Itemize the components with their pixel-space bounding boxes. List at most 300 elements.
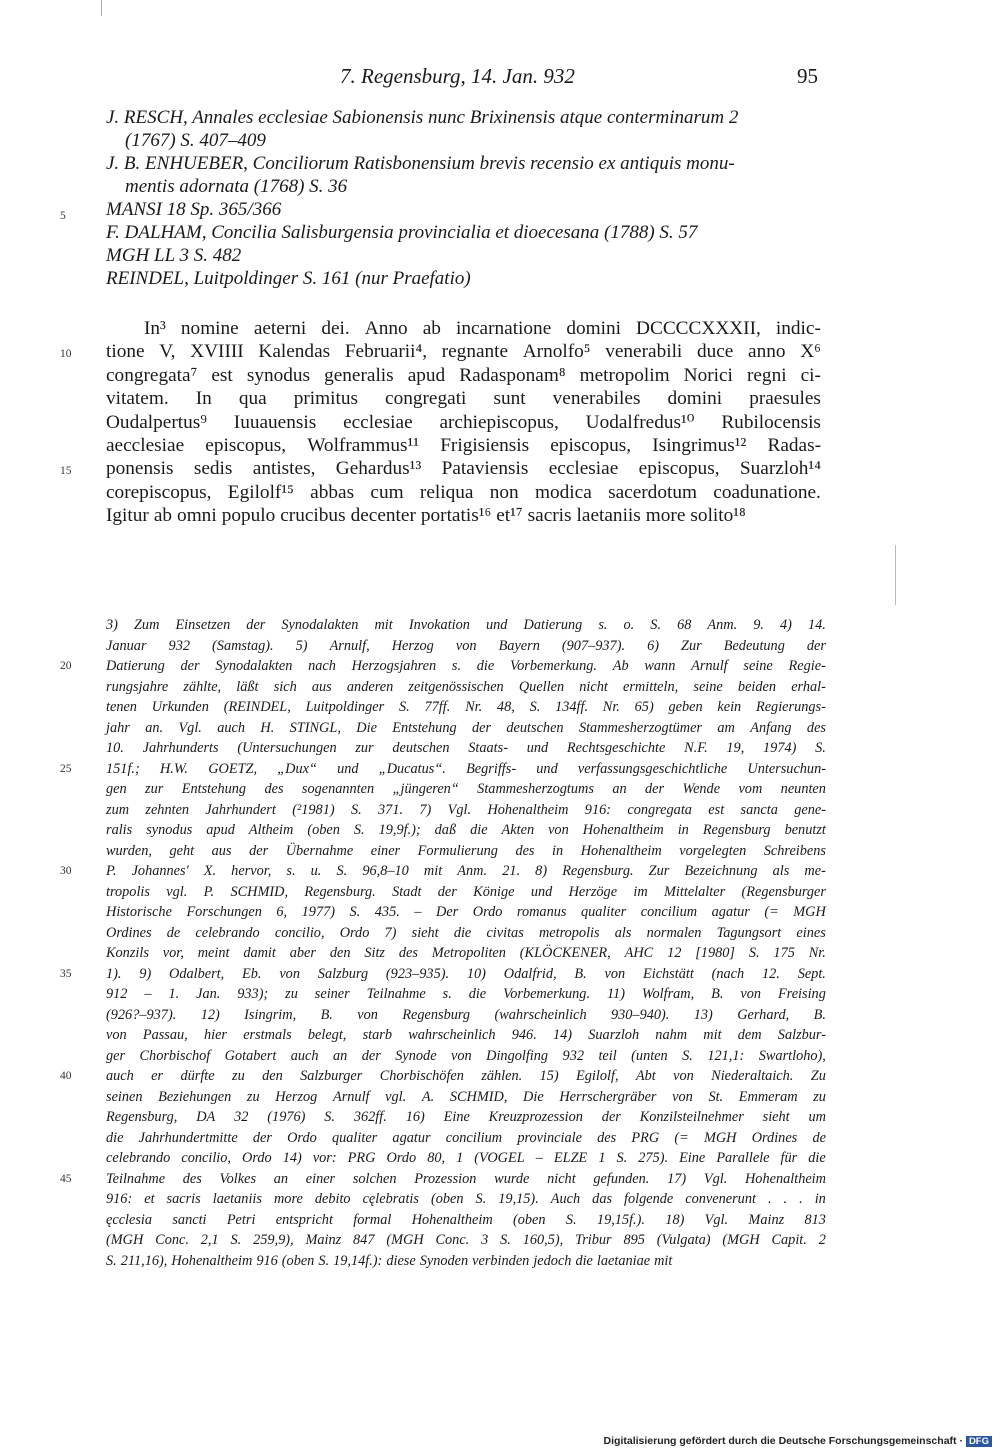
word: S. [398,699,410,715]
word: von [279,965,300,982]
footnote-line [106,759,826,780]
word: Hohenaltheim [411,1211,493,1228]
word: 362ff. [353,1109,387,1125]
word: concilio, [274,924,325,941]
text-line [106,364,821,387]
word: der [601,1109,621,1125]
word: jahr [106,719,130,736]
text-line [106,387,821,410]
word: (926?–937). [106,1006,177,1023]
word: romanus [516,904,567,920]
word: sancti [172,1211,207,1228]
word: concilium [445,1129,503,1146]
footnote-line [106,718,826,739]
word: anno [748,341,786,363]
word: 9. [753,617,764,633]
word: erstmals [243,1027,292,1043]
footnote-line [106,1148,826,1169]
word: und [337,760,359,777]
footnote-line [106,1251,826,1272]
word: Herzog [391,637,434,654]
word: Abt [635,1068,656,1084]
word: 151f.; [106,760,140,777]
word: Konzilsteilnehmer [639,1109,744,1125]
word: XVIIII [190,341,244,363]
word: Sitz [364,945,386,961]
word: dei. [321,318,350,339]
word: 65) [634,699,654,715]
word: Mainz [305,1232,342,1248]
word: Januar [106,637,147,654]
word: zehnten [145,801,190,818]
word: Schreibens [763,842,826,859]
line-number: 15 [60,465,72,477]
word: 7) [419,801,432,818]
word: Eine [679,1150,706,1166]
word: vom [738,781,763,797]
word: episcopus, [550,435,632,457]
word: 5) [295,637,308,654]
word: nomine [180,318,239,339]
footnote-line [106,1087,826,1108]
word: Egilolf, [576,1068,619,1084]
word: Ordo [287,1129,317,1146]
word: Historische [106,904,172,920]
word: 21. [502,863,521,879]
word: coadunatione. [713,481,821,503]
word: cum [370,481,404,503]
word: Vgl. [704,1211,729,1228]
word: 13) [693,1006,713,1023]
word: Igitur [106,505,149,527]
word: regnante [441,341,509,363]
word: Zur [648,863,670,879]
word: starb [362,1027,392,1043]
word: B. [574,965,587,982]
word: 932 [168,637,190,654]
word: Wolfram, [641,986,695,1002]
word: kein [717,699,742,715]
word: In³ [144,318,166,339]
word: Swartloho), [758,1047,826,1064]
word: Eichstätt [642,965,694,982]
word: et¹⁷ [496,505,523,527]
line-number: 20 [60,660,72,672]
word: wahrscheinlich [408,1027,496,1043]
word: Vgl. [178,719,202,736]
word: (= [674,1129,689,1146]
bibliography-entry: F. DALHAM, Concilia Salisburgensia provincialia et dioecesana (1788) S. 57 [106,222,698,243]
footnote-line [106,779,826,800]
word: duce [696,341,734,363]
word: Jahrhunderts [142,740,219,756]
word: als [614,924,632,941]
word: daß [434,822,457,838]
word: de [166,924,181,941]
word: (oben [513,1211,546,1228]
word: 8) [535,863,548,879]
word: Hohenaltheim [744,1170,826,1187]
word: zeitgenössischen [408,678,504,695]
word: Konzils [106,945,149,961]
word: vor: [312,1150,337,1166]
word: Pataviensis [441,458,529,480]
word: Regensburg. [304,883,376,900]
word: u. [310,863,322,879]
word: 19,15f.). [596,1211,645,1228]
word: dem [737,1027,762,1043]
word: 10) [466,965,486,982]
word: S. [350,801,362,818]
word: (1976) [267,1109,306,1125]
word: agatur [711,904,750,920]
word: populo [221,505,276,527]
word: Synodalakten [281,617,359,633]
word: um [808,1109,826,1125]
word: ci- [800,364,821,386]
word: 32 [234,1109,249,1125]
word: synodus [246,364,311,386]
word: Chorbischöfen [379,1068,464,1084]
word: s. [598,617,608,633]
digitization-credit [604,1435,992,1447]
word: Odalbert, [169,965,225,982]
word: jedoch [533,1252,572,1269]
word: Ordines [106,924,152,941]
word: civitas [486,924,524,941]
text-line [106,411,821,434]
word: 916: [584,801,612,818]
word: concilium [640,904,698,920]
word: GOETZ, [208,760,258,777]
word: ELZE [553,1150,588,1166]
word: wann [644,658,676,674]
word: 96,8–10 [362,863,409,879]
word: (oben [430,1191,464,1207]
word: der [252,1129,272,1146]
word: Arnulf [691,658,728,674]
word: solito¹⁸ [690,505,746,527]
word: crucibus [280,505,346,527]
bibliography-entry: mentis adornata (1768) S. 36 [125,176,348,197]
word: 6, [276,904,288,920]
word: meint [197,945,230,961]
word: Teilnahme [366,986,426,1002]
word: Radas- [767,435,821,457]
word: von [357,1006,378,1023]
word: celebrando [195,924,260,941]
word: 68 [677,617,692,633]
word: Eb. [242,965,262,982]
line-number: 45 [60,1173,72,1185]
word: sieht [762,1109,790,1125]
footnote-line [106,923,826,944]
word: 930–940). [610,1006,670,1023]
word: „Dux“ [277,760,317,777]
word: s. [451,658,462,674]
word: S. [748,945,760,961]
word: auch [106,1068,134,1084]
word: Anm. [707,617,738,633]
word: 1977) [301,904,336,920]
word: eines [796,924,826,941]
word: Luitpoldinger [305,699,385,715]
word: 1. [168,986,180,1002]
word: des [182,1170,202,1187]
word: metropolim [579,364,670,386]
word: formal [353,1211,392,1228]
word: S. [336,863,348,879]
word: debito [314,1191,351,1207]
word: Anfang [750,719,792,736]
word: 80, [427,1150,446,1166]
word: (oben [281,1252,315,1269]
word: den [262,1068,283,1084]
word: (MGH [386,1232,424,1248]
word: die [476,658,495,674]
word: normalen [646,924,702,941]
word: zählte, [183,678,222,695]
footnote-line [106,1230,826,1251]
word: des [515,842,535,859]
word: Suarzloh [588,1027,640,1043]
word: die [470,822,488,838]
word: in [552,842,564,859]
word: episcopus, [205,435,287,457]
word: Metropoliten [431,945,506,961]
word: Stadt [392,883,422,900]
word: P. [106,863,117,879]
word: Hohenaltheim [582,822,664,838]
word: Vgl. [447,801,472,818]
word: Gehardus¹³ [335,458,422,480]
word: reliqua [419,481,474,503]
word: von [740,986,762,1002]
word: 19, [726,740,745,756]
word: 19,14f.): [333,1252,383,1269]
word: Herzog [275,1088,318,1105]
word: (907–937). [561,637,626,654]
word: Altheim [248,822,294,838]
word: laetaniae [596,1252,651,1269]
word: 6) [647,637,659,654]
word: einer [370,842,401,859]
word: Stammesherzogtümer [578,719,703,736]
word: des [597,1129,617,1146]
word: 18) [665,1211,685,1228]
word: S. [500,1232,511,1248]
word: concilio, [181,1150,231,1166]
word: Jahrhundertmitte [138,1129,238,1146]
word: Ab [612,658,629,674]
word: Ordo [472,904,503,920]
word: H.W. [159,760,189,777]
word: V, [159,341,176,363]
word: S. [324,1109,335,1125]
word: sogenannten [301,781,375,797]
word: 211,16), [120,1252,168,1269]
word: 916: [106,1191,133,1207]
word: von [604,965,626,982]
word: ab [153,505,173,527]
word: (²1981) [292,801,335,818]
word: PRG [631,1129,660,1146]
word: sich [273,678,297,695]
word: Vorbemerkung. [510,658,597,674]
word: 933); [237,986,269,1002]
word: und [536,760,558,777]
word: der [246,617,266,633]
word: S. [353,822,365,838]
word: an [273,1170,289,1187]
line-number: 10 [60,348,72,360]
word: Datierung [523,617,583,633]
word: Vgl. [703,1170,728,1187]
word: B. [813,1006,826,1023]
word: er [151,1068,164,1084]
word: und [526,740,549,756]
word: Stammesherzogtums [477,781,594,797]
word: in [677,822,689,838]
word: aus [211,842,232,859]
word: nicht [579,678,608,695]
word: 813 [804,1211,826,1228]
bibliography-entry: MGH LL 3 S. 482 [106,245,242,266]
word: Tagungsort [716,924,782,941]
word: Arnulf, [329,637,370,654]
text-line [106,317,821,340]
word: Nr. [808,945,826,961]
word: modica [535,481,592,503]
footnote-line [106,738,826,759]
word: SCHMID, [230,883,289,900]
word: teil [598,1047,617,1064]
word: 9) [139,965,152,982]
word: 11) [606,986,625,1002]
word: der [437,883,457,900]
word: Hohenaltheim [487,801,569,818]
word: zur [355,740,374,756]
word: der [361,1047,381,1064]
word: für [780,1150,798,1166]
word: tropolis [106,883,150,900]
word: provinciale [517,1129,582,1146]
word: Regensburg, [106,1109,178,1125]
word: Emmeram [738,1088,798,1105]
word: das [592,1191,613,1207]
footnote-line [106,1046,826,1067]
word: sacris [166,1191,201,1207]
word: deutschen [506,719,564,736]
word: domini [667,388,723,410]
text-line [106,481,821,504]
word: S. [230,1232,242,1248]
word: more [273,1191,303,1207]
word: . [767,1191,772,1207]
text-line [106,340,821,363]
word: Chorbischof [139,1047,211,1064]
word: als [772,863,790,879]
footnote-line [106,943,826,964]
word: s. [442,986,452,1002]
footnote-line [106,615,826,636]
word: – [414,904,422,920]
word: abbas [310,481,355,503]
word: qualiter [331,1129,378,1146]
word: domini [566,318,621,339]
word: Parallele [716,1150,770,1166]
word: mit [374,617,393,633]
word: In [195,388,212,410]
word: agatur [392,1129,431,1146]
word: Hohenaltheim [580,842,662,859]
word: B. [320,1006,333,1023]
word: Synodalakten [215,658,293,674]
word: verfassungsgeschichtliche [577,760,728,777]
word: seiner [314,986,350,1002]
word: Die [523,1088,544,1105]
footnote-line [106,677,826,698]
word: 48, [496,699,515,715]
word: nicht [547,1170,576,1187]
word: me- [804,863,826,879]
word: aber [289,945,316,961]
bibliography-entry: MANSI 18 Sp. 365/366 [106,199,282,220]
footnote-line [106,1189,826,1210]
word: Wende [682,781,721,797]
word: Akten [501,822,535,838]
word: Bayern [498,637,540,654]
word: Johannes' [131,863,189,879]
word: qualiter [580,904,627,920]
footnote-line [106,1066,826,1087]
word: antistes, [252,458,316,480]
word: S. [529,699,541,715]
word: 1). [106,965,122,982]
word: Jahrhundert [205,801,276,818]
footnote-line [106,1128,826,1149]
word: apud [206,822,235,838]
page-header [0,64,1000,92]
word: primitus [293,388,358,410]
line-number: 35 [60,968,72,980]
word: corepiscopus, [106,481,212,503]
word: des [264,781,284,797]
word: MGH [793,904,826,920]
text-line [106,504,821,527]
word: 4) [780,617,792,633]
word: Übernahme [285,842,354,859]
word: Datierung [106,658,165,674]
word: Der [436,904,459,920]
word: seine [743,658,773,674]
word: hervor, [231,863,272,879]
word: 7) [384,924,397,941]
word: Vorbemerkung. [503,986,591,1002]
word: deutschen [392,740,450,756]
word: 275). [638,1150,669,1166]
word: Quellen [518,678,565,695]
word: 14. [808,617,826,633]
word: geben [668,699,703,715]
word: zählen. [481,1068,523,1084]
word: praesules [749,388,821,410]
word: Ordo [242,1150,272,1166]
word: einer [305,1170,336,1187]
word: 3) [106,617,118,633]
word: sieht [411,924,439,941]
word: Invokation [408,617,470,633]
